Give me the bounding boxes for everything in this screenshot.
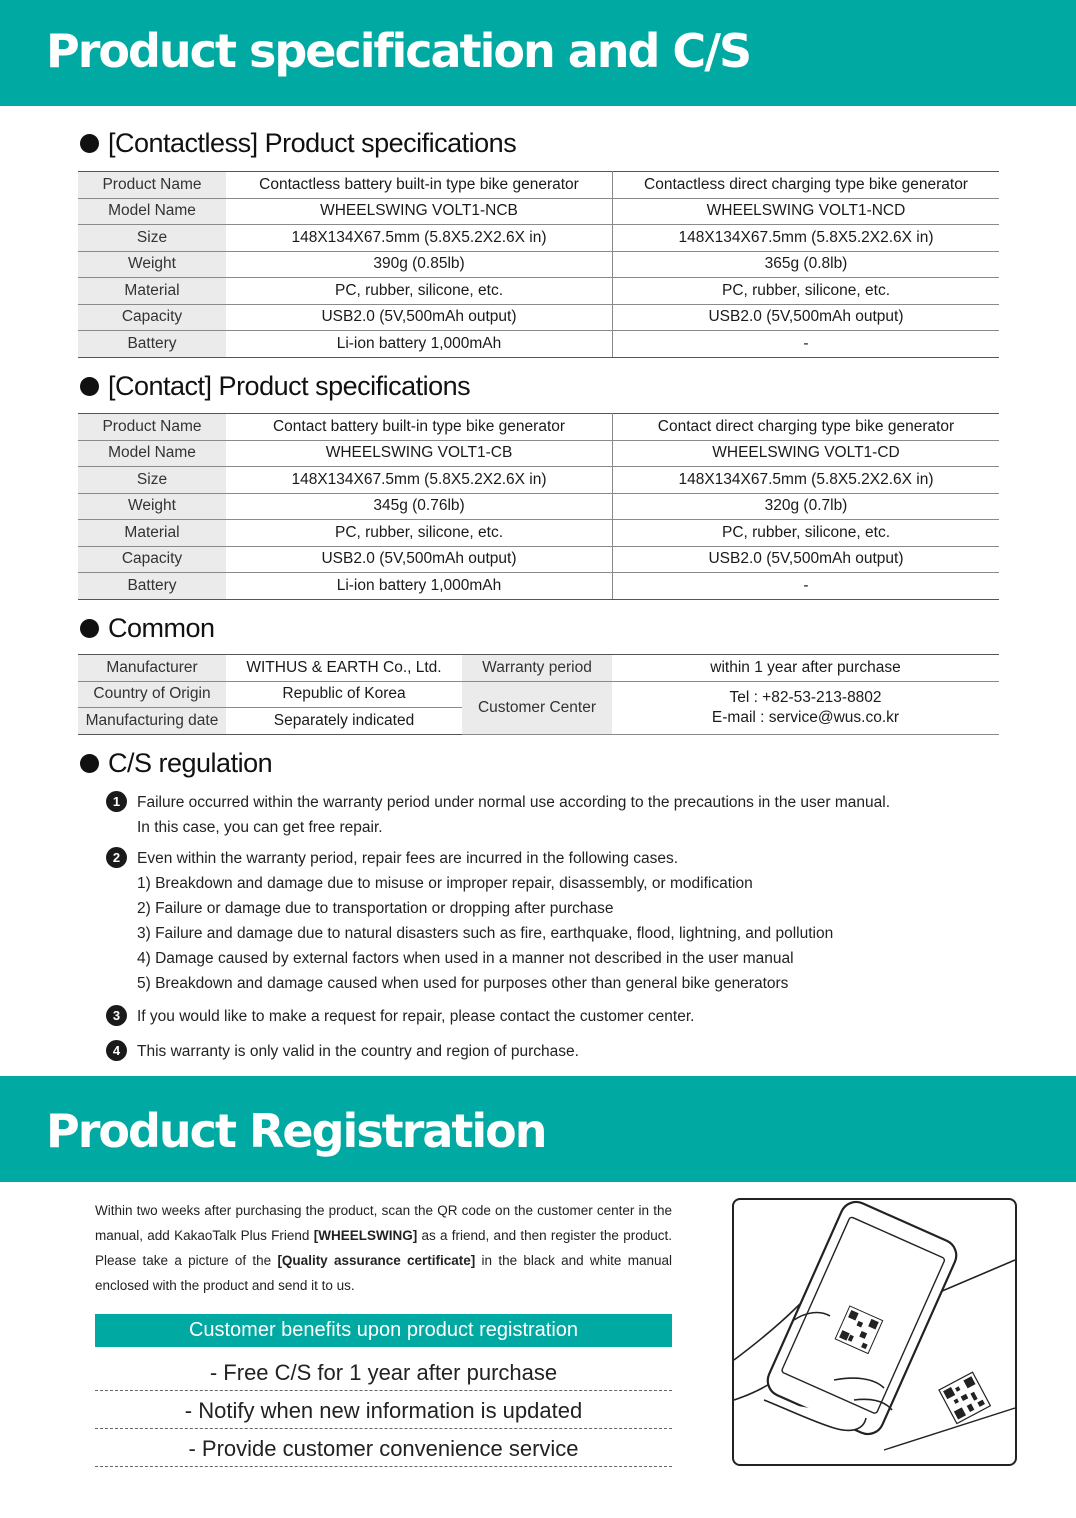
spec-value-type-a: WHEELSWING VOLT1-CB bbox=[226, 440, 613, 467]
table-row bbox=[78, 414, 999, 441]
spec-value-type-b: Contact direct charging type bike generator bbox=[613, 414, 1000, 441]
spec-value-type-a: 148X134X67.5mm (5.8X5.2X2.6X in) bbox=[226, 467, 613, 494]
contactless-section-title bbox=[80, 128, 516, 159]
email-text: E-mail : service@wus.co.kr bbox=[711, 708, 900, 726]
number-badge-icon: 2 bbox=[106, 847, 127, 868]
reg-text-part: as a friend, and then register the product. Please take a picture of the bbox=[95, 1228, 672, 1268]
tel-text: Tel : +82-53-213-8802 bbox=[729, 688, 882, 706]
spec-value-type-b: 320g (0.7lb) bbox=[613, 493, 1000, 520]
spec-value-type-a: 345g (0.76lb) bbox=[226, 493, 613, 520]
cs-line: If you would like to make a request for repair, please contact the customer center. bbox=[137, 1008, 695, 1025]
phone-scan-illustration bbox=[732, 1198, 1017, 1466]
spec-label: Product Name bbox=[78, 414, 226, 441]
table-row bbox=[78, 440, 999, 467]
cs-line: 5) Breakdown and damage caused when used for purposes other than general bike generators bbox=[137, 975, 789, 992]
contactless-title-text: [Contactless] Product specifications bbox=[108, 128, 517, 158]
spec-value-type-b: PC, rubber, silicone, etc. bbox=[613, 520, 1000, 547]
spec-value-type-b: 148X134X67.5mm (5.8X5.2X2.6X in) bbox=[613, 225, 1000, 252]
bullet-dot-icon bbox=[80, 619, 99, 638]
reg-text-part: in the black and white manual enclosed with the product and send it to us. bbox=[95, 1253, 672, 1293]
warranty-label: Warranty period bbox=[462, 655, 612, 682]
hand-phone-qr-icon bbox=[734, 1200, 1015, 1464]
common-table bbox=[78, 654, 999, 735]
cs-line: 4) Damage caused by external factors when used in a manner not described in the user manual bbox=[137, 950, 794, 967]
table-row bbox=[78, 681, 999, 708]
registration-banner-title: Product Registration bbox=[46, 1104, 546, 1158]
spec-value-type-b: 365g (0.8lb) bbox=[613, 251, 1000, 278]
list-item bbox=[106, 846, 1006, 996]
table-row bbox=[78, 198, 999, 225]
cs-line: Failure occurred within the warranty period under normal use according to the precautions in the user manual. bbox=[137, 794, 891, 811]
table-row bbox=[78, 278, 999, 305]
table-row bbox=[78, 655, 999, 682]
number-badge-icon: 4 bbox=[106, 1040, 127, 1061]
cs-line: This warranty is only valid in the country and region of purchase. bbox=[137, 1043, 579, 1060]
manufacturer-label: Manufacturer bbox=[78, 655, 226, 682]
spec-value-type-b: PC, rubber, silicone, etc. bbox=[613, 278, 1000, 305]
list-item bbox=[106, 1004, 1006, 1029]
spec-value-type-a: Li-ion battery 1,000mAh bbox=[226, 573, 613, 600]
reg-text-bold: [Quality assurance certificate] bbox=[277, 1253, 476, 1268]
spec-label: Battery bbox=[78, 331, 226, 358]
spec-value-type-b: - bbox=[613, 331, 1000, 358]
contactless-spec-table bbox=[78, 171, 999, 358]
cs-line: 1) Breakdown and damage due to misuse or improper repair, disassembly, or modification bbox=[137, 875, 753, 892]
benefit-item: - Provide customer convenience service bbox=[95, 1429, 672, 1467]
origin-label: Country of Origin bbox=[78, 681, 226, 708]
contact-spec-table bbox=[78, 413, 999, 600]
cs-line: Even within the warranty period, repair fees are incurred in the following cases. bbox=[137, 850, 679, 867]
reg-text-part: Within two weeks after purchasing the product, scan the QR code on the customer center in the manual, add KakaoTalk Plus Friend bbox=[95, 1203, 672, 1243]
spec-value-type-b: USB2.0 (5V,500mAh output) bbox=[613, 546, 1000, 573]
spec-label: Material bbox=[78, 520, 226, 547]
benefits-title: Customer benefits upon product registration bbox=[95, 1314, 672, 1347]
spec-banner bbox=[0, 0, 1076, 106]
spec-label: Capacity bbox=[78, 546, 226, 573]
spec-banner-title: Product specification and C/S bbox=[46, 24, 751, 78]
spec-label: Size bbox=[78, 225, 226, 252]
table-row bbox=[78, 225, 999, 252]
spec-value-type-a: WHEELSWING VOLT1-NCB bbox=[226, 198, 613, 225]
contact-title-text: [Contact] Product specifications bbox=[108, 371, 471, 401]
number-badge-icon: 1 bbox=[106, 791, 127, 812]
table-row bbox=[78, 304, 999, 331]
number-badge-icon: 3 bbox=[106, 1005, 127, 1026]
mfg-date-value: Separately indicated bbox=[226, 708, 462, 735]
registration-banner bbox=[0, 1076, 1076, 1182]
table-row bbox=[78, 467, 999, 494]
spec-value-type-a: Contactless battery built-in type bike generator bbox=[226, 172, 613, 199]
origin-value: Republic of Korea bbox=[226, 681, 462, 708]
spec-label: Weight bbox=[78, 493, 226, 520]
table-row bbox=[78, 172, 999, 199]
spec-label: Product Name bbox=[78, 172, 226, 199]
cs-line: In this case, you can get free repair. bbox=[137, 819, 383, 836]
cs-line: 3) Failure and damage due to natural disasters such as fire, earthquake, flood, lightning, and pollution bbox=[137, 925, 834, 942]
cs-line: 2) Failure or damage due to transportation or dropping after purchase bbox=[137, 900, 614, 917]
spec-value-type-b: USB2.0 (5V,500mAh output) bbox=[613, 304, 1000, 331]
spec-value-type-a: 148X134X67.5mm (5.8X5.2X2.6X in) bbox=[226, 225, 613, 252]
common-section-title bbox=[80, 613, 215, 644]
customer-center-value bbox=[612, 681, 999, 734]
spec-value-type-a: Li-ion battery 1,000mAh bbox=[226, 331, 613, 358]
spec-value-type-a: 390g (0.85lb) bbox=[226, 251, 613, 278]
bullet-dot-icon bbox=[80, 134, 99, 153]
spec-label: Size bbox=[78, 467, 226, 494]
customer-center-label: Customer Center bbox=[462, 681, 612, 734]
spec-value-type-b: 148X134X67.5mm (5.8X5.2X2.6X in) bbox=[613, 467, 1000, 494]
bullet-dot-icon bbox=[80, 754, 99, 773]
list-item bbox=[106, 1039, 1006, 1064]
list-item bbox=[106, 790, 1006, 840]
table-row bbox=[78, 331, 999, 358]
spec-value-type-b: - bbox=[613, 573, 1000, 600]
benefit-item: - Notify when new information is updated bbox=[95, 1391, 672, 1429]
spec-value-type-a: USB2.0 (5V,500mAh output) bbox=[226, 304, 613, 331]
spec-value-type-b: WHEELSWING VOLT1-CD bbox=[613, 440, 1000, 467]
bullet-dot-icon bbox=[80, 377, 99, 396]
spec-value-type-b: WHEELSWING VOLT1-NCD bbox=[613, 198, 1000, 225]
warranty-value: within 1 year after purchase bbox=[612, 655, 999, 682]
common-title-text: Common bbox=[108, 613, 215, 643]
spec-value-type-a: PC, rubber, silicone, etc. bbox=[226, 278, 613, 305]
table-row bbox=[78, 251, 999, 278]
table-row bbox=[78, 573, 999, 600]
cs-title-text: C/S regulation bbox=[108, 748, 273, 778]
spec-value-type-a: Contact battery built-in type bike generator bbox=[226, 414, 613, 441]
spec-value-type-b: Contactless direct charging type bike generator bbox=[613, 172, 1000, 199]
registration-instructions bbox=[95, 1198, 672, 1298]
spec-value-type-a: USB2.0 (5V,500mAh output) bbox=[226, 546, 613, 573]
cs-section-title bbox=[80, 748, 272, 779]
manufacturer-value: WITHUS & EARTH Co., Ltd. bbox=[226, 655, 462, 682]
spec-label: Material bbox=[78, 278, 226, 305]
contact-section-title bbox=[80, 371, 470, 402]
table-row bbox=[78, 520, 999, 547]
spec-label: Model Name bbox=[78, 440, 226, 467]
spec-value-type-a: PC, rubber, silicone, etc. bbox=[226, 520, 613, 547]
spec-label: Capacity bbox=[78, 304, 226, 331]
spec-label: Model Name bbox=[78, 198, 226, 225]
spec-label: Battery bbox=[78, 573, 226, 600]
cs-regulation-list bbox=[106, 790, 1006, 1064]
table-row bbox=[78, 546, 999, 573]
mfg-date-label: Manufacturing date bbox=[78, 708, 226, 735]
table-row bbox=[78, 493, 999, 520]
spec-label: Weight bbox=[78, 251, 226, 278]
reg-text-bold: [WHEELSWING] bbox=[313, 1228, 418, 1243]
benefit-item: - Free C/S for 1 year after purchase bbox=[95, 1353, 672, 1391]
